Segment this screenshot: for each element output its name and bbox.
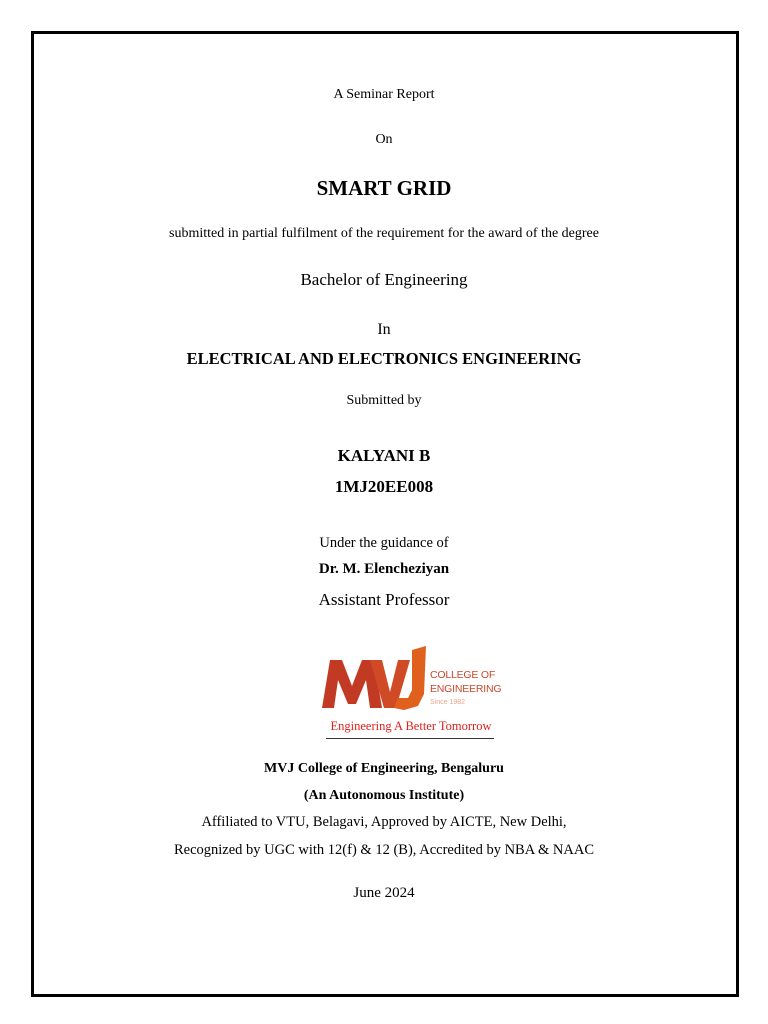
guide-designation: Assistant Professor xyxy=(318,590,450,609)
in-label: In xyxy=(377,321,391,338)
college-recognition: Recognized by UGC with 12(f) & 12 (B), Accredited by NBA & NAAC xyxy=(173,842,595,858)
student-usn: 1MJ20EE008 xyxy=(334,477,434,496)
report-type: A Seminar Report xyxy=(333,87,435,102)
college-affiliation: Affiliated to VTU, Belagavi, Approved by AICTE, New Delhi, xyxy=(201,814,567,830)
submission-date: June 2024 xyxy=(353,885,415,901)
student-name: KALYANI B xyxy=(337,446,431,465)
college-name: MVJ College of Engineering, Bengaluru xyxy=(264,761,504,776)
guidance-label: Under the guidance of xyxy=(319,535,449,551)
mvj-logo-mark-icon xyxy=(320,646,432,712)
logo-text-line2: ENGINEERING xyxy=(430,683,502,695)
logo-tagline: Engineering A Better Tomorrow xyxy=(330,719,492,733)
branch-name: ELECTRICAL AND ELECTRONICS ENGINEERING xyxy=(186,349,582,368)
college-logo xyxy=(320,646,502,742)
college-status: (An Autonomous Institute) xyxy=(303,788,465,803)
submission-statement: submitted in partial fulfilment of the requirement for the award of the degree xyxy=(169,226,599,241)
degree-name: Bachelor of Engineering xyxy=(300,270,468,289)
logo-text-line1: COLLEGE OF xyxy=(430,669,496,681)
submitted-by-label: Submitted by xyxy=(346,393,422,408)
logo-since: Since 1982 xyxy=(430,699,466,706)
guide-name: Dr. M. Elencheziyan xyxy=(318,561,450,577)
report-title: SMART GRID xyxy=(316,176,452,200)
on-label: On xyxy=(375,132,393,147)
logo-underline xyxy=(326,738,494,739)
